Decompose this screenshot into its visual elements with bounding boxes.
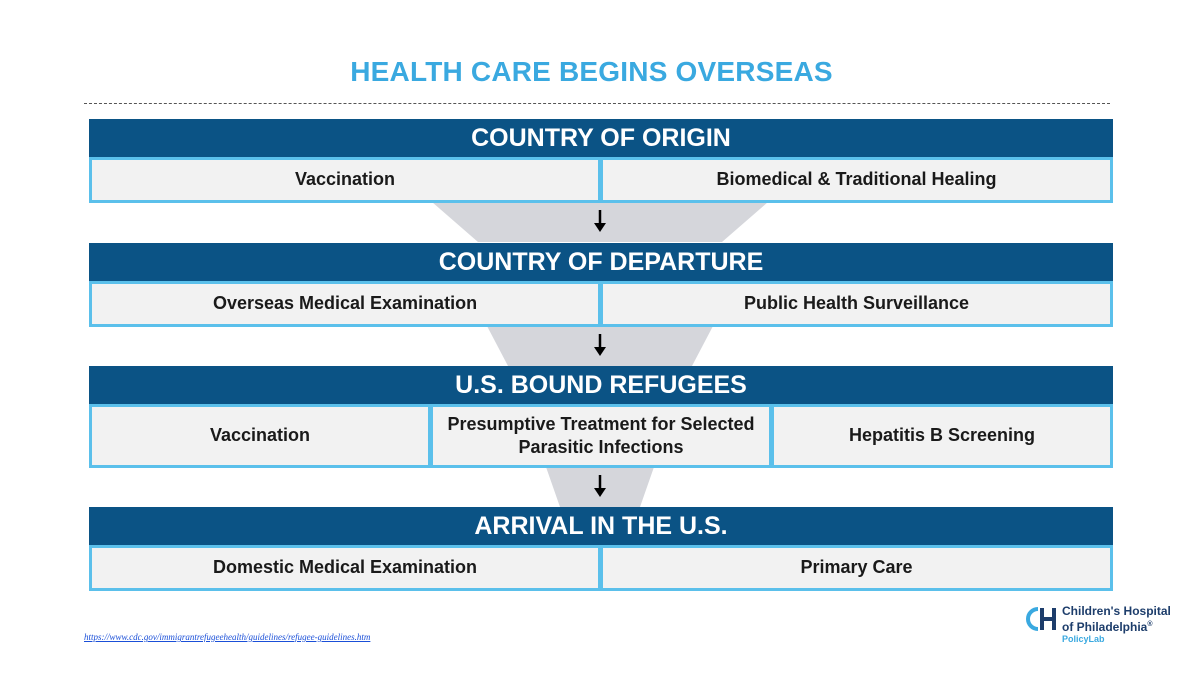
stage-header-country-of-departure: COUNTRY OF DEPARTURE	[89, 243, 1113, 281]
stage-item-biomedical-traditional-healing: Biomedical & Traditional Healing	[600, 157, 1113, 203]
arrow-down-icon	[592, 209, 608, 233]
arrow-down-icon	[592, 474, 608, 498]
page-title: HEALTH CARE BEGINS OVERSEAS	[350, 56, 833, 87]
logo-name	[1062, 605, 1171, 634]
stage-header-arrival-in-us: ARRIVAL IN THE U.S.	[89, 507, 1113, 545]
arrow-down-icon	[592, 333, 608, 357]
source-link[interactable]: https://www.cdc.gov/immigrantrefugeehealth/guidelines/refugee-guidelines.htm	[84, 632, 371, 642]
stage-item-primary-care: Primary Care	[600, 545, 1113, 591]
stage-row-country-of-origin	[89, 157, 1113, 203]
stage-item-hepatitis-b-screening: Hepatitis B Screening	[771, 404, 1113, 468]
stage-item-public-health-surveillance: Public Health Surveillance	[600, 281, 1113, 327]
stage-header-us-bound-refugees: U.S. BOUND REFUGEES	[89, 366, 1113, 404]
stage-item-domestic-medical-examination: Domestic Medical Examination	[89, 545, 601, 591]
stage-item-overseas-medical-examination: Overseas Medical Examination	[89, 281, 601, 327]
stage-row-arrival-in-us	[89, 545, 1113, 591]
stage-item-presumptive-treatment: Presumptive Treatment for Selected Parasitic Infections	[430, 404, 772, 468]
stage-header-country-of-origin: COUNTRY OF ORIGIN	[89, 119, 1113, 157]
chop-policylab-logo	[1024, 603, 1194, 648]
stage-item-vaccination: Vaccination	[89, 157, 601, 203]
logo-name-line2: of Philadelphia	[1062, 620, 1148, 634]
stage-row-us-bound-refugees	[89, 404, 1113, 468]
logo-registered-mark: ®	[1147, 621, 1153, 628]
stage-item-vaccination: Vaccination	[89, 404, 431, 468]
logo-name-line1: Children's Hospital	[1062, 604, 1171, 618]
chop-logo-icon	[1024, 605, 1058, 633]
logo-sub: PolicyLab	[1062, 634, 1105, 644]
stage-row-country-of-departure	[89, 281, 1113, 327]
